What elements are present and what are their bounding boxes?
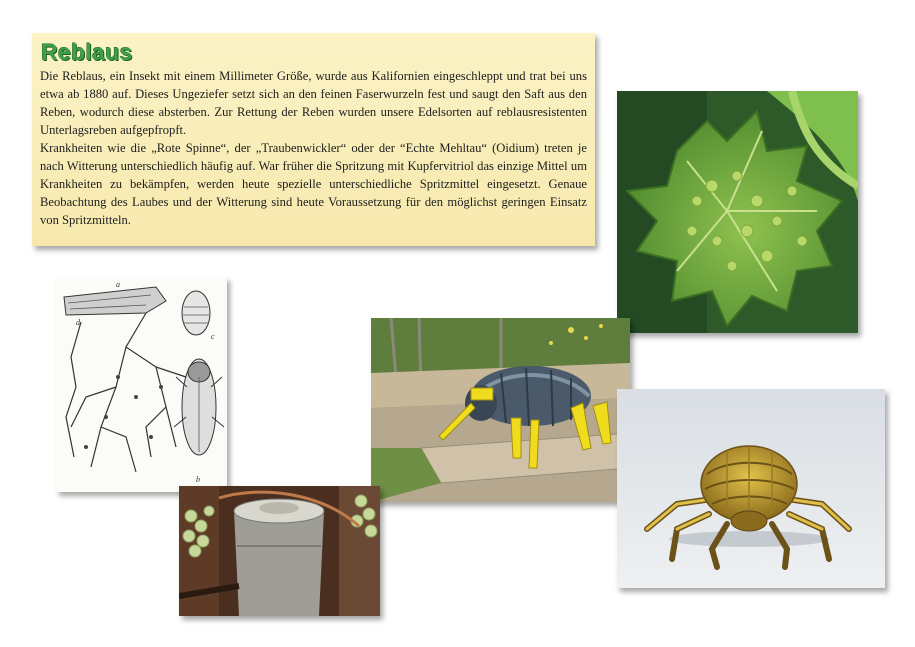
sculpture-image bbox=[371, 318, 630, 502]
phylloxera-drawing bbox=[56, 277, 227, 492]
page-title: Reblaus bbox=[41, 39, 133, 65]
drawing-label-b: b bbox=[196, 475, 200, 484]
insect-model-photo bbox=[617, 389, 885, 588]
canister-image bbox=[179, 486, 380, 616]
drawing-label-c: c bbox=[211, 332, 215, 341]
drawing-label-a: a bbox=[116, 280, 120, 289]
paragraph-krankheiten: Krankheiten wie die „Rote Spinne“, der „Traubenwickler“ oder der “Echte Mehltau“ (Oidium) treten je nach Witterung unterschiedlich häufig auf. War früher die Spritzung mit Kupfervitriol das einzige Mittel um Krankheiten zu bekämpfen, werden heute spezielle unterschiedliche Spritzmittel eingesetzt. Genaue Beobachtung des Laubes und der Witterung sind heute Voraussetzung für den möglichst geringen Einsatz von Spritzmitteln. bbox=[40, 141, 587, 227]
drawing-label-d: d bbox=[76, 318, 80, 327]
info-text-box bbox=[32, 33, 595, 246]
insect-model-image bbox=[617, 389, 885, 588]
phylloxera-drawing-image bbox=[56, 277, 227, 492]
sculpture-photo bbox=[371, 318, 630, 502]
grape-leaf-image bbox=[617, 91, 858, 333]
grape-leaf-photo bbox=[617, 91, 858, 333]
canister-photo bbox=[179, 486, 380, 616]
paragraph-reblaus: Die Reblaus, ein Insekt mit einem Millimeter Größe, wurde aus Kalifornien eingeschleppt und trat bei uns etwa ab 1880 auf. Dieses Ungeziefer setzt sich an den feinen Faserwurzeln fest und saugt den Saft aus den Reben, wodurch diese absterben. Zur Rettung der Reben wurden unsere Edelsorten auf reblausresistenten Unterlagsreben aufgepfropft. bbox=[40, 69, 587, 137]
